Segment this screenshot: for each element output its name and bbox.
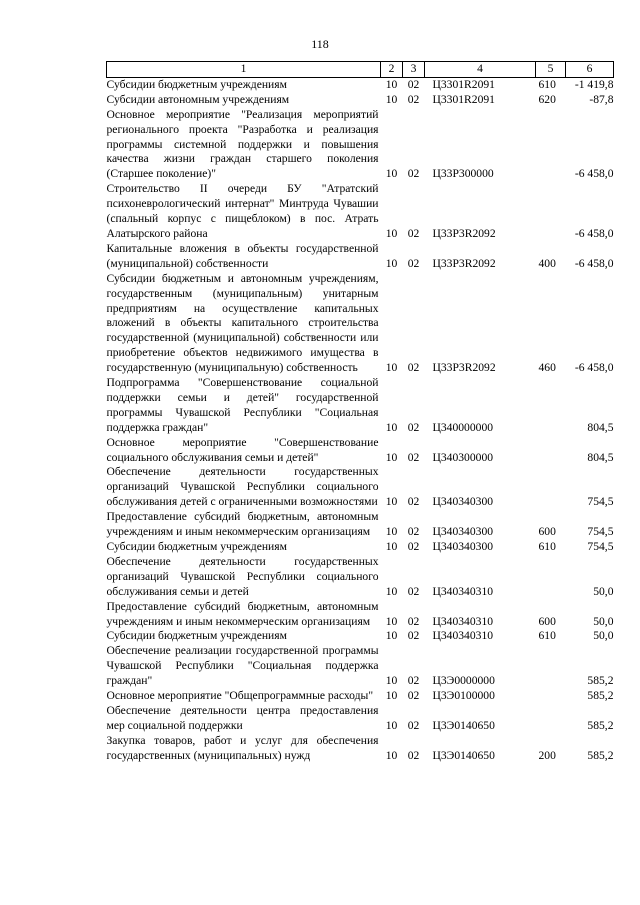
row-subsection: 02: [407, 525, 420, 539]
row-amount: -6 458,0: [574, 167, 614, 181]
table-body: [107, 77, 614, 763]
row-amount: -1 419,8: [574, 77, 614, 91]
row-name: Субсидии бюджетным учреждениям: [106, 629, 287, 643]
row-name: Подпрограмма "Совершенствование социальной поддержки семьи и детей" государственной программы Чувашской Республики "Социальная поддержка граждан": [106, 376, 379, 434]
row-target-code: Ц340300000: [432, 450, 494, 464]
row-name: Предоставление субсидий бюджетным, автономным учреждениям и иным некоммерческим организациям: [106, 599, 379, 628]
row-amount: 50,0: [593, 584, 614, 598]
row-target-code: Ц340340300: [432, 495, 494, 509]
row-target-code: Ц340340310: [432, 614, 494, 628]
row-target-code: Ц3Э0100000: [432, 689, 495, 703]
row-target-code: Ц3301R2091: [432, 92, 495, 106]
budget-table: [106, 61, 614, 764]
row-target-code: Ц340000000: [432, 420, 494, 434]
row-subsection: 02: [407, 614, 420, 628]
row-section: 10: [385, 77, 398, 91]
row-section: 10: [385, 495, 398, 509]
row-subsection: 02: [407, 226, 420, 240]
table-row: [107, 600, 614, 630]
row-target-code: Ц33P300000: [432, 167, 494, 181]
table-header: [107, 62, 614, 78]
page-number: 118: [311, 37, 329, 51]
row-section: 10: [385, 540, 398, 553]
row-amount: 754,5: [587, 495, 614, 509]
row-expense-type: [536, 182, 566, 242]
row-expense-type: [536, 644, 566, 689]
row-expense-type: 610: [538, 77, 556, 91]
table-row: [107, 734, 614, 764]
table-row: [107, 465, 614, 510]
row-expense-type: 600: [538, 525, 556, 539]
row-name: Субсидии бюджетным и автономным учреждениям, государственным (муниципальным) унитарным предприятиям на осуществление капитальных вложений в объекты капитального строительства государственной (муниципальной) собственности или приобретение объектов недвижимого имущества в государственную (муниципальную) собственность: [106, 271, 379, 375]
row-section: 10: [385, 361, 398, 375]
row-section: 10: [385, 748, 398, 762]
row-subsection: 02: [407, 420, 420, 434]
row-subsection: 02: [407, 689, 420, 703]
row-expense-type: [536, 465, 566, 510]
row-target-code: Ц3301R2091: [432, 77, 495, 91]
row-section: 10: [385, 584, 398, 598]
table-row: [107, 644, 614, 689]
row-section: 10: [385, 674, 398, 688]
row-section: 10: [385, 525, 398, 539]
header-col-section: 2: [381, 62, 403, 78]
row-subsection: 02: [407, 748, 420, 762]
row-name: Предоставление субсидий бюджетным, автономным учреждениям и иным некоммерческим организациям: [106, 510, 379, 539]
row-name: Закупка товаров, работ и услуг для обеспечения государственных (муниципальных) нужд: [106, 733, 379, 762]
row-name: Обеспечение деятельности центра предоставления мер социальной поддержки: [106, 703, 379, 732]
table-row: [107, 108, 614, 183]
table-row: [107, 272, 614, 376]
row-amount: 585,2: [587, 718, 614, 732]
table-row: [107, 510, 614, 540]
row-amount: -6 458,0: [574, 256, 614, 270]
row-section: 10: [385, 614, 398, 628]
row-subsection: 02: [407, 450, 420, 464]
row-subsection: 02: [407, 718, 420, 732]
row-amount: 804,5: [587, 450, 614, 464]
row-target-code: Ц33P3R2092: [432, 256, 496, 270]
row-amount: 585,2: [587, 748, 614, 762]
row-expense-type: [536, 689, 566, 704]
row-subsection: 02: [407, 167, 420, 181]
table-row: [107, 93, 614, 108]
row-section: 10: [385, 420, 398, 434]
row-section: 10: [385, 226, 398, 240]
row-expense-type: [536, 555, 566, 600]
row-subsection: 02: [407, 361, 420, 375]
row-expense-type: 400: [538, 256, 556, 270]
row-target-code: Ц3Э0000000: [432, 674, 495, 688]
row-expense-type: 600: [538, 614, 556, 628]
row-amount: 50,0: [593, 629, 614, 643]
row-expense-type: [536, 704, 566, 734]
table-row: [107, 689, 614, 704]
row-amount: -87,8: [589, 92, 614, 106]
header-col-subsection: 3: [403, 62, 425, 78]
row-name: Капитальные вложения в объекты государственной (муниципальной) собственности: [106, 241, 379, 270]
header-col-target-code: 4: [425, 62, 536, 78]
table-row: [107, 242, 614, 272]
row-section: 10: [385, 689, 398, 703]
row-target-code: Ц33P3R2092: [432, 226, 496, 240]
row-target-code: Ц340340310: [432, 629, 494, 643]
row-expense-type: [536, 376, 566, 436]
row-name: Субсидии бюджетным учреждениям: [106, 77, 287, 91]
table-row: [107, 77, 614, 92]
row-subsection: 02: [407, 256, 420, 270]
row-amount: -6 458,0: [574, 226, 614, 240]
row-name: Обеспечение реализации государственной программы Чувашской Республики "Социальная поддержка граждан": [106, 644, 379, 688]
row-target-code: Ц3Э0140650: [432, 718, 495, 732]
row-amount: 585,2: [587, 689, 614, 703]
header-col-name: 1: [107, 62, 381, 78]
row-subsection: 02: [407, 629, 420, 643]
row-section: 10: [385, 92, 398, 106]
row-target-code: Ц3Э0140650: [432, 748, 495, 762]
row-expense-type: 610: [538, 629, 556, 643]
row-amount: 754,5: [587, 540, 614, 553]
table-row: [107, 555, 614, 600]
row-amount: 50,0: [593, 614, 614, 628]
table-row: [107, 540, 614, 555]
table-row: [107, 376, 614, 436]
row-section: 10: [385, 450, 398, 464]
header-row: [107, 62, 614, 78]
table-row: [107, 182, 614, 242]
row-amount: 754,5: [587, 525, 614, 539]
row-target-code: Ц340340310: [432, 584, 494, 598]
row-subsection: 02: [407, 540, 420, 553]
row-name: Субсидии автономным учреждениям: [106, 92, 290, 106]
header-col-amount: 6: [566, 62, 614, 78]
row-section: 10: [385, 718, 398, 732]
row-section: 10: [385, 629, 398, 643]
row-name: Основное мероприятие "Реализация мероприятий регионального проекта "Разработка и реализация программы системной поддержки и повышения качества жизни граждан старшего поколения (Старшее поколение)": [106, 107, 379, 181]
row-expense-type: 620: [538, 92, 556, 106]
row-name: Обеспечение деятельности государственных организаций Чувашской Республики социального обслуживания семьи и детей: [106, 554, 379, 598]
row-amount: 585,2: [587, 674, 614, 688]
row-expense-type: 610: [538, 540, 556, 553]
table-row: [107, 629, 614, 644]
table-row: [107, 704, 614, 734]
row-expense-type: [536, 436, 566, 466]
header-col-expense-type: 5: [536, 62, 566, 78]
row-section: 10: [385, 256, 398, 270]
row-subsection: 02: [407, 674, 420, 688]
table-row: [107, 436, 614, 466]
row-name: Обеспечение деятельности государственных организаций Чувашской Республики социального обслуживания детей с ограниченными возможностями: [106, 465, 379, 509]
row-target-code: Ц33P3R2092: [432, 361, 496, 375]
row-expense-type: 460: [538, 361, 556, 375]
row-subsection: 02: [407, 92, 420, 106]
row-name: Субсидии бюджетным учреждениям: [106, 540, 287, 553]
row-expense-type: [536, 108, 566, 183]
row-section: 10: [385, 167, 398, 181]
row-subsection: 02: [407, 584, 420, 598]
row-name: Строительство II очереди БУ "Атратский психоневрологический интернат" Минтруда Чувашии (спальный корпус с пищеблоком) в пос. Атрать Алатырского района: [106, 182, 379, 240]
row-name: Основное мероприятие "Совершенствование социального обслуживания семьи и детей": [106, 435, 379, 464]
row-name: Основное мероприятие "Общепрограммные расходы": [106, 689, 374, 703]
row-amount: 804,5: [587, 420, 614, 434]
row-target-code: Ц340340300: [432, 525, 494, 539]
row-amount: -6 458,0: [574, 361, 614, 375]
row-subsection: 02: [407, 495, 420, 509]
row-expense-type: 200: [538, 748, 556, 762]
row-subsection: 02: [407, 77, 420, 91]
row-target-code: Ц340340300: [432, 540, 494, 553]
